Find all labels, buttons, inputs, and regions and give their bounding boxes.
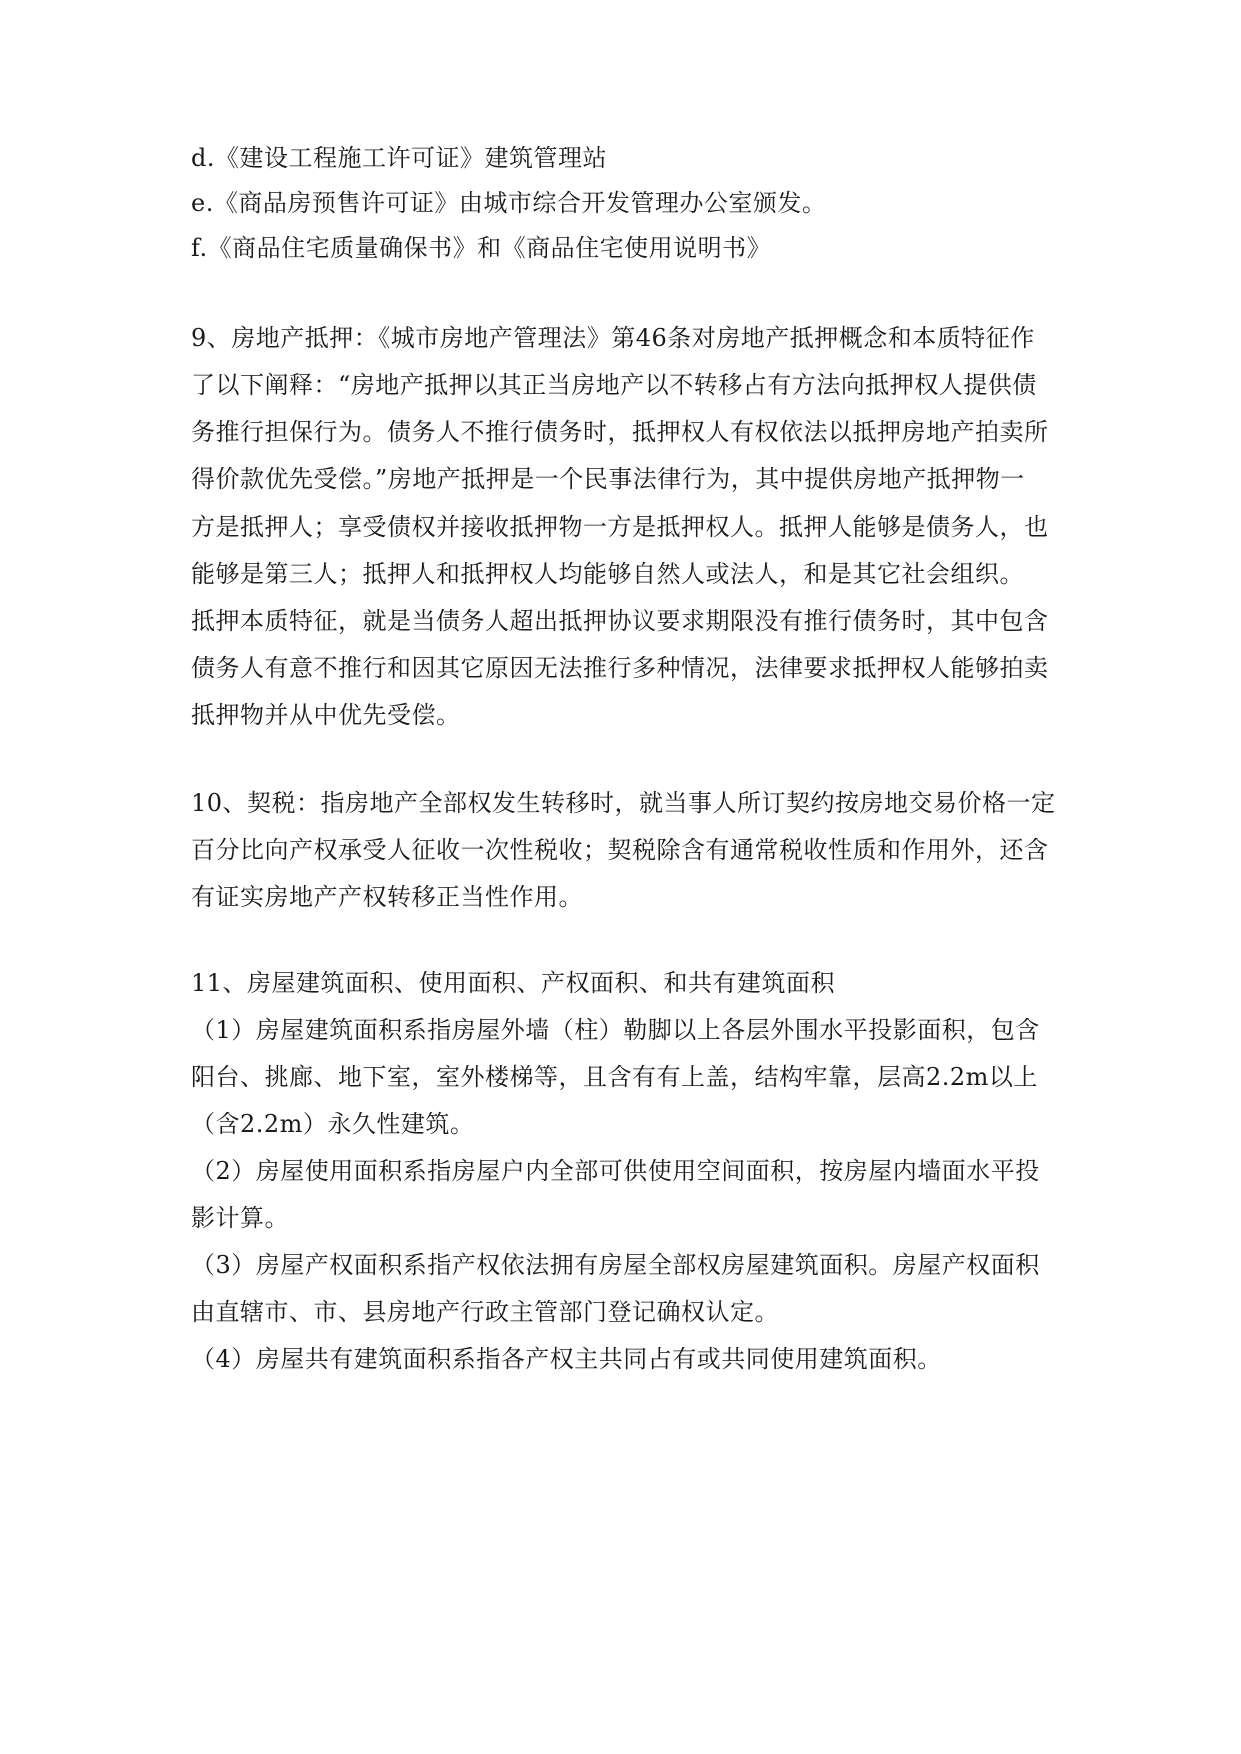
text-line: 了以下阐释：“房地产抵押以其正当房地产以不转移占有方法向抵押权人提供债 <box>191 371 1037 399</box>
text-line: 有证实房地产产权转移正当性作用。 <box>191 883 583 911</box>
text-line: 债务人有意不推行和因其它原因无法推行多种情况，法律要求抵押权人能够拍卖 <box>191 654 1049 682</box>
text-line: 9、房地产抵押：《城市房地产管理法》第46条对房地产抵押概念和本质特征作 <box>191 324 1035 352</box>
text-line: （含2.2m）永久性建筑。 <box>191 1110 475 1138</box>
text-line: e.《商品房预售许可证》由城市综合开发管理办公室颁发。 <box>191 189 827 217</box>
text-line: 抵押本质特征，就是当债务人超出抵押协议要求期限没有推行债务时，其中包含 <box>191 607 1049 635</box>
text-line: 10、契税：指房地产全部权发生转移时，就当事人所订契约按房地交易价格一定 <box>191 789 1056 817</box>
text-line: （3）房屋产权面积系指产权依法拥有房屋全部权房屋建筑面积。房屋产权面积 <box>191 1251 1040 1279</box>
text-line: （1）房屋建筑面积系指房屋外墙（柱）勒脚以上各层外围水平投影面积，包含 <box>191 1016 1040 1044</box>
text-line: 阳台、挑廊、地下室，室外楼梯等，且含有有上盖，结构牢靠，层高2.2m以上 <box>191 1063 1038 1091</box>
text-line: （2）房屋使用面积系指房屋户内全部可供使用空间面积，按房屋内墙面水平投 <box>191 1157 1040 1185</box>
text-line: 影计算。 <box>191 1204 289 1232</box>
text-line: 能够是第三人；抵押人和抵押权人均能够自然人或法人，和是其它社会组织。 <box>191 560 1024 588</box>
text-line: 务推行担保行为。债务人不推行债务时，抵押权人有权依法以抵押房地产拍卖所 <box>191 418 1049 446</box>
text-line: f.《商品住宅质量确保书》和《商品住宅使用说明书》 <box>191 234 772 262</box>
text-line: 抵押物并从中优先受偿。 <box>191 701 461 729</box>
text-line: 方是抵押人；享受债权并接收抵押物一方是抵押权人。抵押人能够是债务人，也 <box>191 513 1049 541</box>
text-line: d.《建设工程施工许可证》建筑管理站 <box>191 144 607 172</box>
text-line: （4）房屋共有建筑面积系指各产权主共同占有或共同使用建筑面积。 <box>191 1345 942 1373</box>
text-line: 11、房屋建筑面积、使用面积、产权面积、和共有建筑面积 <box>191 969 836 997</box>
text-line: 得价款优先受偿。”房地产抵押是一个民事法律行为，其中提供房地产抵押物一 <box>191 465 1025 493</box>
text-line: 百分比向产权承受人征收一次性税收；契税除含有通常税收性质和作用外，还含 <box>191 836 1049 864</box>
text-line: 由直辖市、市、县房地产行政主管部门登记确权认定。 <box>191 1298 779 1326</box>
